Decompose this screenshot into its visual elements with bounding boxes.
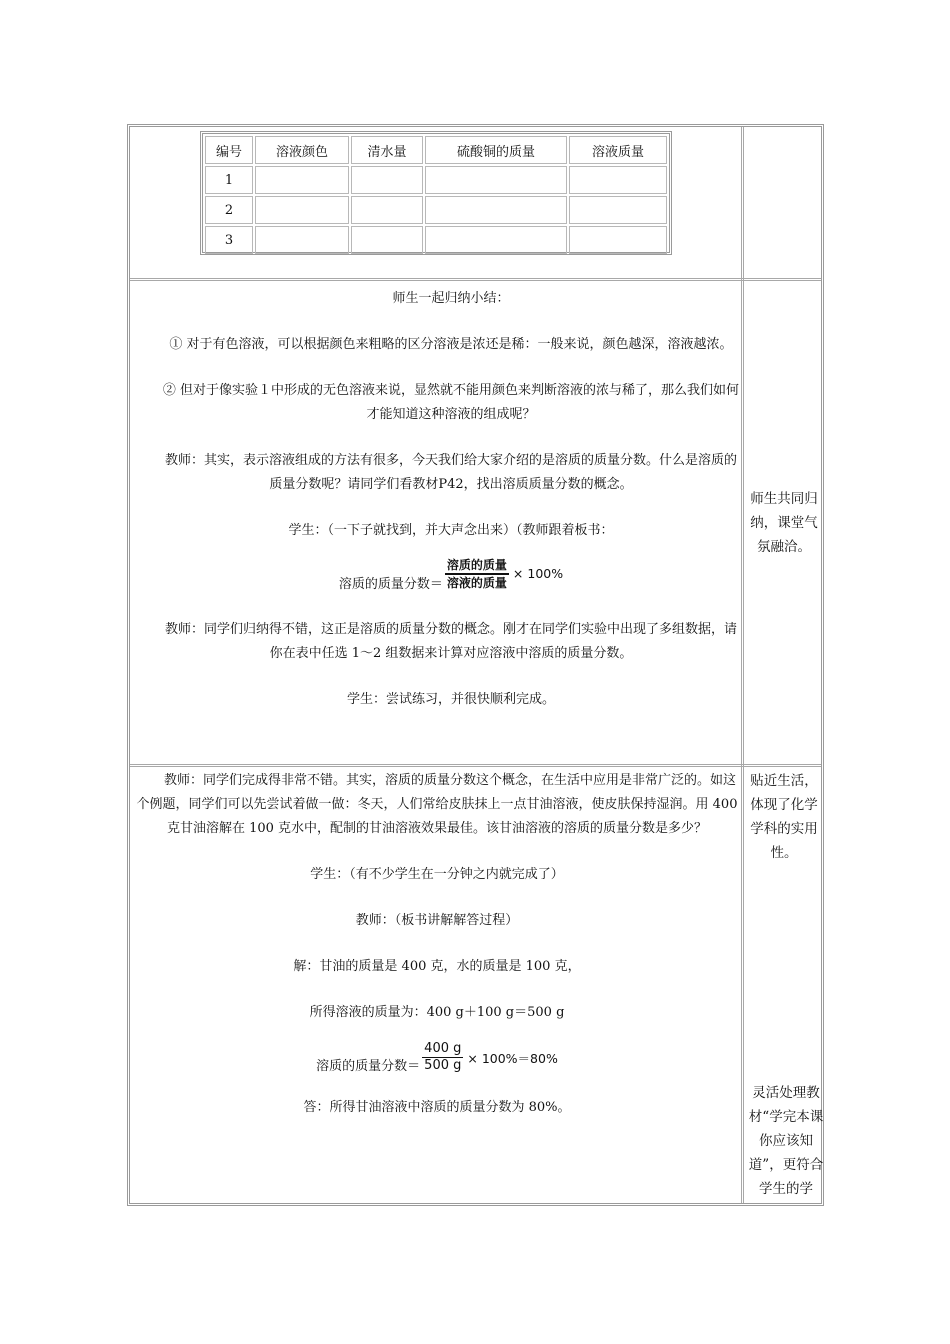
fraction-numerator: 400 g [424, 1041, 462, 1056]
table-cell [351, 166, 423, 194]
side-note: 师生共同归纳，课堂气氛融洽。 [750, 491, 818, 555]
fraction-numerator: 溶质的质量 [446, 557, 507, 572]
table-cell [425, 226, 567, 254]
teacher-remark: 教师：同学们归纳得不错，这正是溶质的质量分数的概念。刚才在同学们实验中出现了多组数据，请你在表中任选 1～2 组数据来计算对应溶液中溶质的质量分数。 [164, 622, 737, 661]
table-cell [351, 226, 423, 254]
student-remark: 学生：尝试练习，并很快顺利完成。 [346, 692, 555, 707]
table-cell: 1 [205, 166, 253, 194]
teacher-remark: 教师：同学们完成得非常不错。其实，溶质的质量分数这个概念，在生活中应用是非常广泛的。如这个例题，同学们可以先尝试着做一做：冬天，人们常给皮肤抹上一点甘油溶液，使皮肤保持湿润。用 400 克甘油溶解在 100 克水中，配制的甘油溶液效果最佳。该甘油溶液的溶质的质量分数是多少？ [136, 773, 738, 836]
table-cell: 3 [205, 226, 253, 254]
fraction-denominator: 溶液的质量 [446, 575, 507, 590]
formula-result: × 100%＝80% [467, 1050, 558, 1066]
teacher-remark: 教师：其实，表示溶液组成的方法有很多，今天我们给大家介绍的是溶质的质量分数。什么是溶质的质量分数呢？请同学们看教材P42，找出溶质质量分数的概念。 [164, 453, 737, 492]
fraction [445, 557, 509, 591]
solution-line: 解：甘油的质量是 400 克，水的质量是 100 克， [293, 959, 581, 974]
summary-section [162, 287, 740, 762]
student-remark: 学生：（有不少学生在一分钟之内就完成了） [310, 867, 564, 882]
student-remark: 学生：（一下子就找到，并大声念出来）（教师跟着板书： [288, 523, 614, 538]
table-cell [351, 196, 423, 224]
table-cell [569, 226, 667, 254]
summary-point-2: ② 但对于像实验１中形成的无色溶液来说，显然就不能用颜色来判断溶液的浓与稀了，那么我们如何才能知道这种溶液的组成呢？ [162, 383, 740, 422]
row-divider [130, 764, 821, 767]
teacher-remark: 教师：（板书讲解解答过程） [355, 913, 519, 928]
table-row [205, 166, 667, 194]
fraction [422, 1041, 463, 1074]
example-section [134, 769, 740, 1204]
table-header-row [205, 136, 667, 164]
mass-fraction-formula [162, 555, 740, 592]
side-note: 灵活处理教材“学完本课你应该知道”，更符合学生的学 [748, 1085, 824, 1197]
calculation-formula [134, 1041, 740, 1074]
table-cell [255, 196, 349, 224]
experiment-table [200, 131, 672, 255]
column-divider [741, 127, 744, 1203]
table-row [205, 196, 667, 224]
summary-point-1: ① 对于有色溶液，可以根据颜色来粗略的区分溶液是浓还是稀：一般来说，颜色越深，溶液越浓。 [169, 337, 733, 352]
side-note: 贴近生活，体现了化学学科的实用性。 [750, 773, 818, 861]
summary-title: 师生一起归纳小结： [392, 291, 510, 306]
solution-mass-line: 所得溶液的质量为：400 g＋100 g＝500 g [309, 1005, 565, 1020]
row-divider [130, 278, 821, 281]
table-cell: 2 [205, 196, 253, 224]
table-cell [569, 166, 667, 194]
formula-label: 溶质的质量分数＝ [316, 1059, 421, 1074]
formula-multiplier: × 100% [512, 566, 564, 581]
fraction-denominator: 500 g [424, 1058, 462, 1073]
lesson-plan-table [127, 124, 824, 1206]
answer-line: 答：所得甘油溶液中溶质的质量分数为 80%。 [303, 1100, 571, 1115]
table-cell [255, 166, 349, 194]
formula-label: 溶质的质量分数＝ [338, 577, 443, 592]
formula-image [422, 1041, 558, 1074]
table-cell [425, 166, 567, 194]
header-cell: 硫酸铜的质量 [425, 136, 567, 164]
formula-image [445, 557, 563, 591]
table-row [205, 226, 667, 254]
header-cell: 清水量 [351, 136, 423, 164]
table-cell [425, 196, 567, 224]
table-cell [255, 226, 349, 254]
header-cell: 溶液质量 [569, 136, 667, 164]
header-cell: 溶液颜色 [255, 136, 349, 164]
table-cell [569, 196, 667, 224]
header-cell: 编号 [205, 136, 253, 164]
